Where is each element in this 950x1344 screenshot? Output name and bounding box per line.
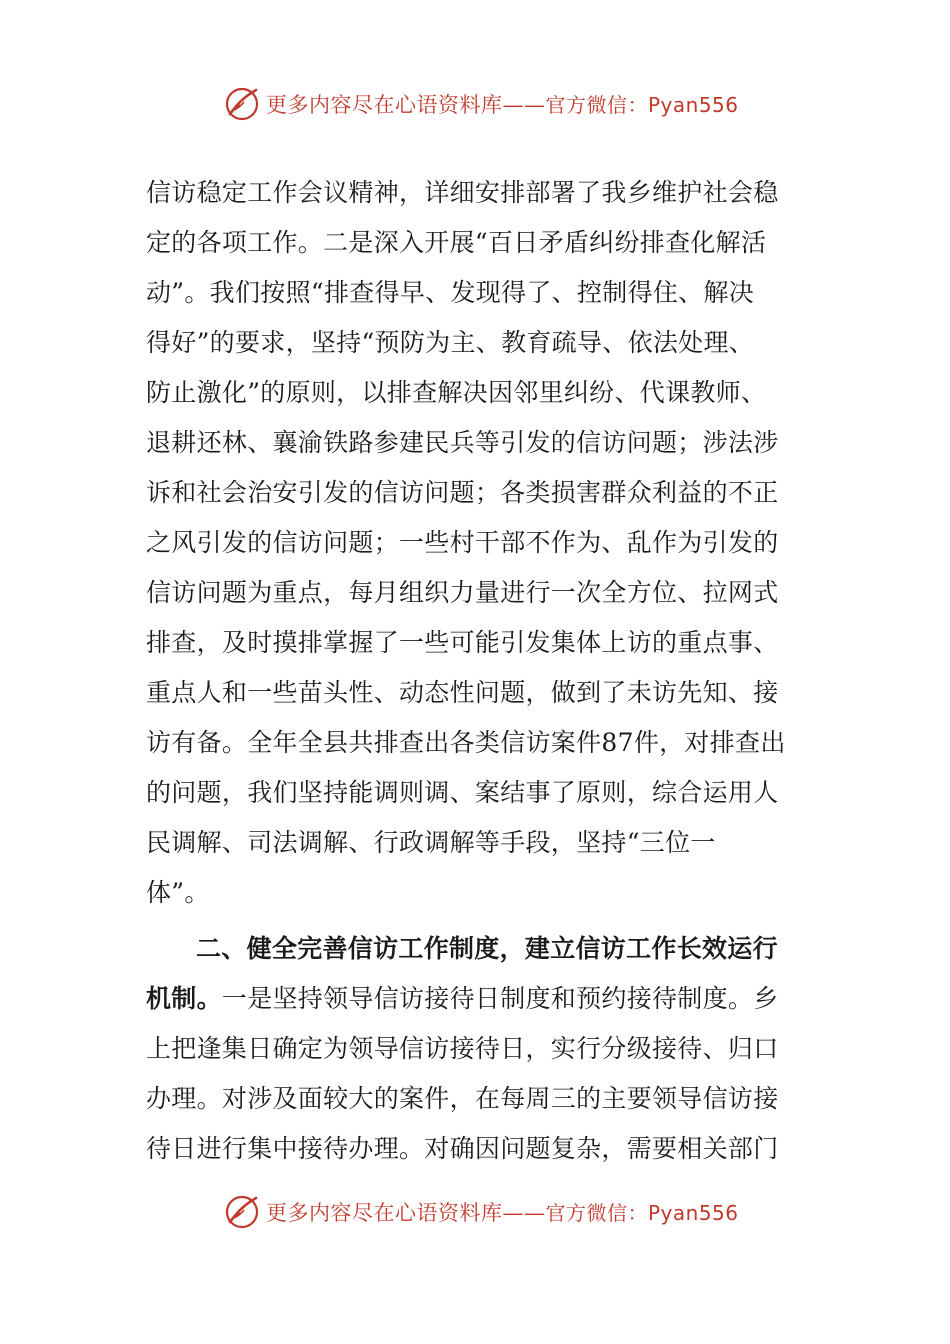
watermark-text-bottom [266,1197,739,1227]
section-heading: 二、健全完善信访工作制度，建立信访工作长效运行 [196,934,778,963]
watermark-site-text: 更多内容尽在心语资料库 [266,93,503,117]
paragraph-line: 信访问题为重点，每月组织力量进行一次全方位、拉网式 [146,578,779,607]
paragraph-line: 防止激化”的原则，以排查解决因邻里纠纷、代课教师、 [146,378,767,407]
paragraph-line: 民调解、司法调解、行政调解等手段，坚持“三位一 [146,828,716,857]
paragraph-line: 办理。对涉及面较大的案件，在每周三的主要领导信访接 [146,1084,779,1113]
watermark-wechat-text: 官方微信：Pyan556 [545,1201,739,1225]
paragraph-line: 得好”的要求，坚持“预防为主、教育疏导、依法处理、 [146,328,755,357]
paragraph-line: 之风引发的信访问题；一些村干部不作为、乱作为引发的 [146,528,779,557]
paragraph-line: 重点人和一些苗头性、动态性问题，做到了未访先知、接 [146,678,779,707]
paragraph-line: 定的各项工作。二是深入开展“百日矛盾纠纷排查化解活 [146,228,767,257]
document-body [146,168,796,1174]
watermark-text-top [266,89,739,119]
paragraph-line: 待日进行集中接待办理。对确因问题复杂，需要相关部门 [146,1134,779,1163]
paragraph-line: 排查，及时摸排掌握了一些可能引发集体上访的重点事、 [146,628,779,657]
section-heading-line [146,924,796,974]
section-heading-end: 机制。 [146,984,222,1013]
paragraph-line: 诉和社会治安引发的信访问题；各类损害群众利益的不正 [146,478,779,507]
pen-logo-icon [222,84,262,124]
paragraph-line: 上把逢集日确定为领导信访接待日，实行分级接待、归口 [146,1034,779,1063]
pen-logo-icon [222,1192,262,1232]
paragraph-line: 动”。我们按照“排查得早、发现得了、控制得住、解决 [146,278,755,307]
section-text: 一是坚持领导信访接待日制度和预约接待制度。乡 [221,984,779,1013]
paragraph-line: 体”。 [146,878,210,907]
paragraph-line: 退耕还林、襄渝铁路参建民兵等引发的信访问题；涉法涉 [146,428,779,457]
watermark-banner-top [222,82,742,126]
watermark-separator: —— [502,93,546,117]
watermark-site-text: 更多内容尽在心语资料库 [266,1201,503,1225]
watermark-separator: —— [502,1201,546,1225]
paragraph-line: 访有备。全年全县共排查出各类信访案件87件，对排查出 [146,728,786,757]
paragraph-line: 信访稳定工作会议精神，详细安排部署了我乡维护社会稳 [146,178,779,207]
paragraph-line: 的问题，我们坚持能调则调、案结事了原则，综合运用人 [146,778,779,807]
watermark-banner-bottom [222,1190,742,1234]
section-heading-continuation [146,974,796,1024]
watermark-wechat-text: 官方微信：Pyan556 [545,93,739,117]
